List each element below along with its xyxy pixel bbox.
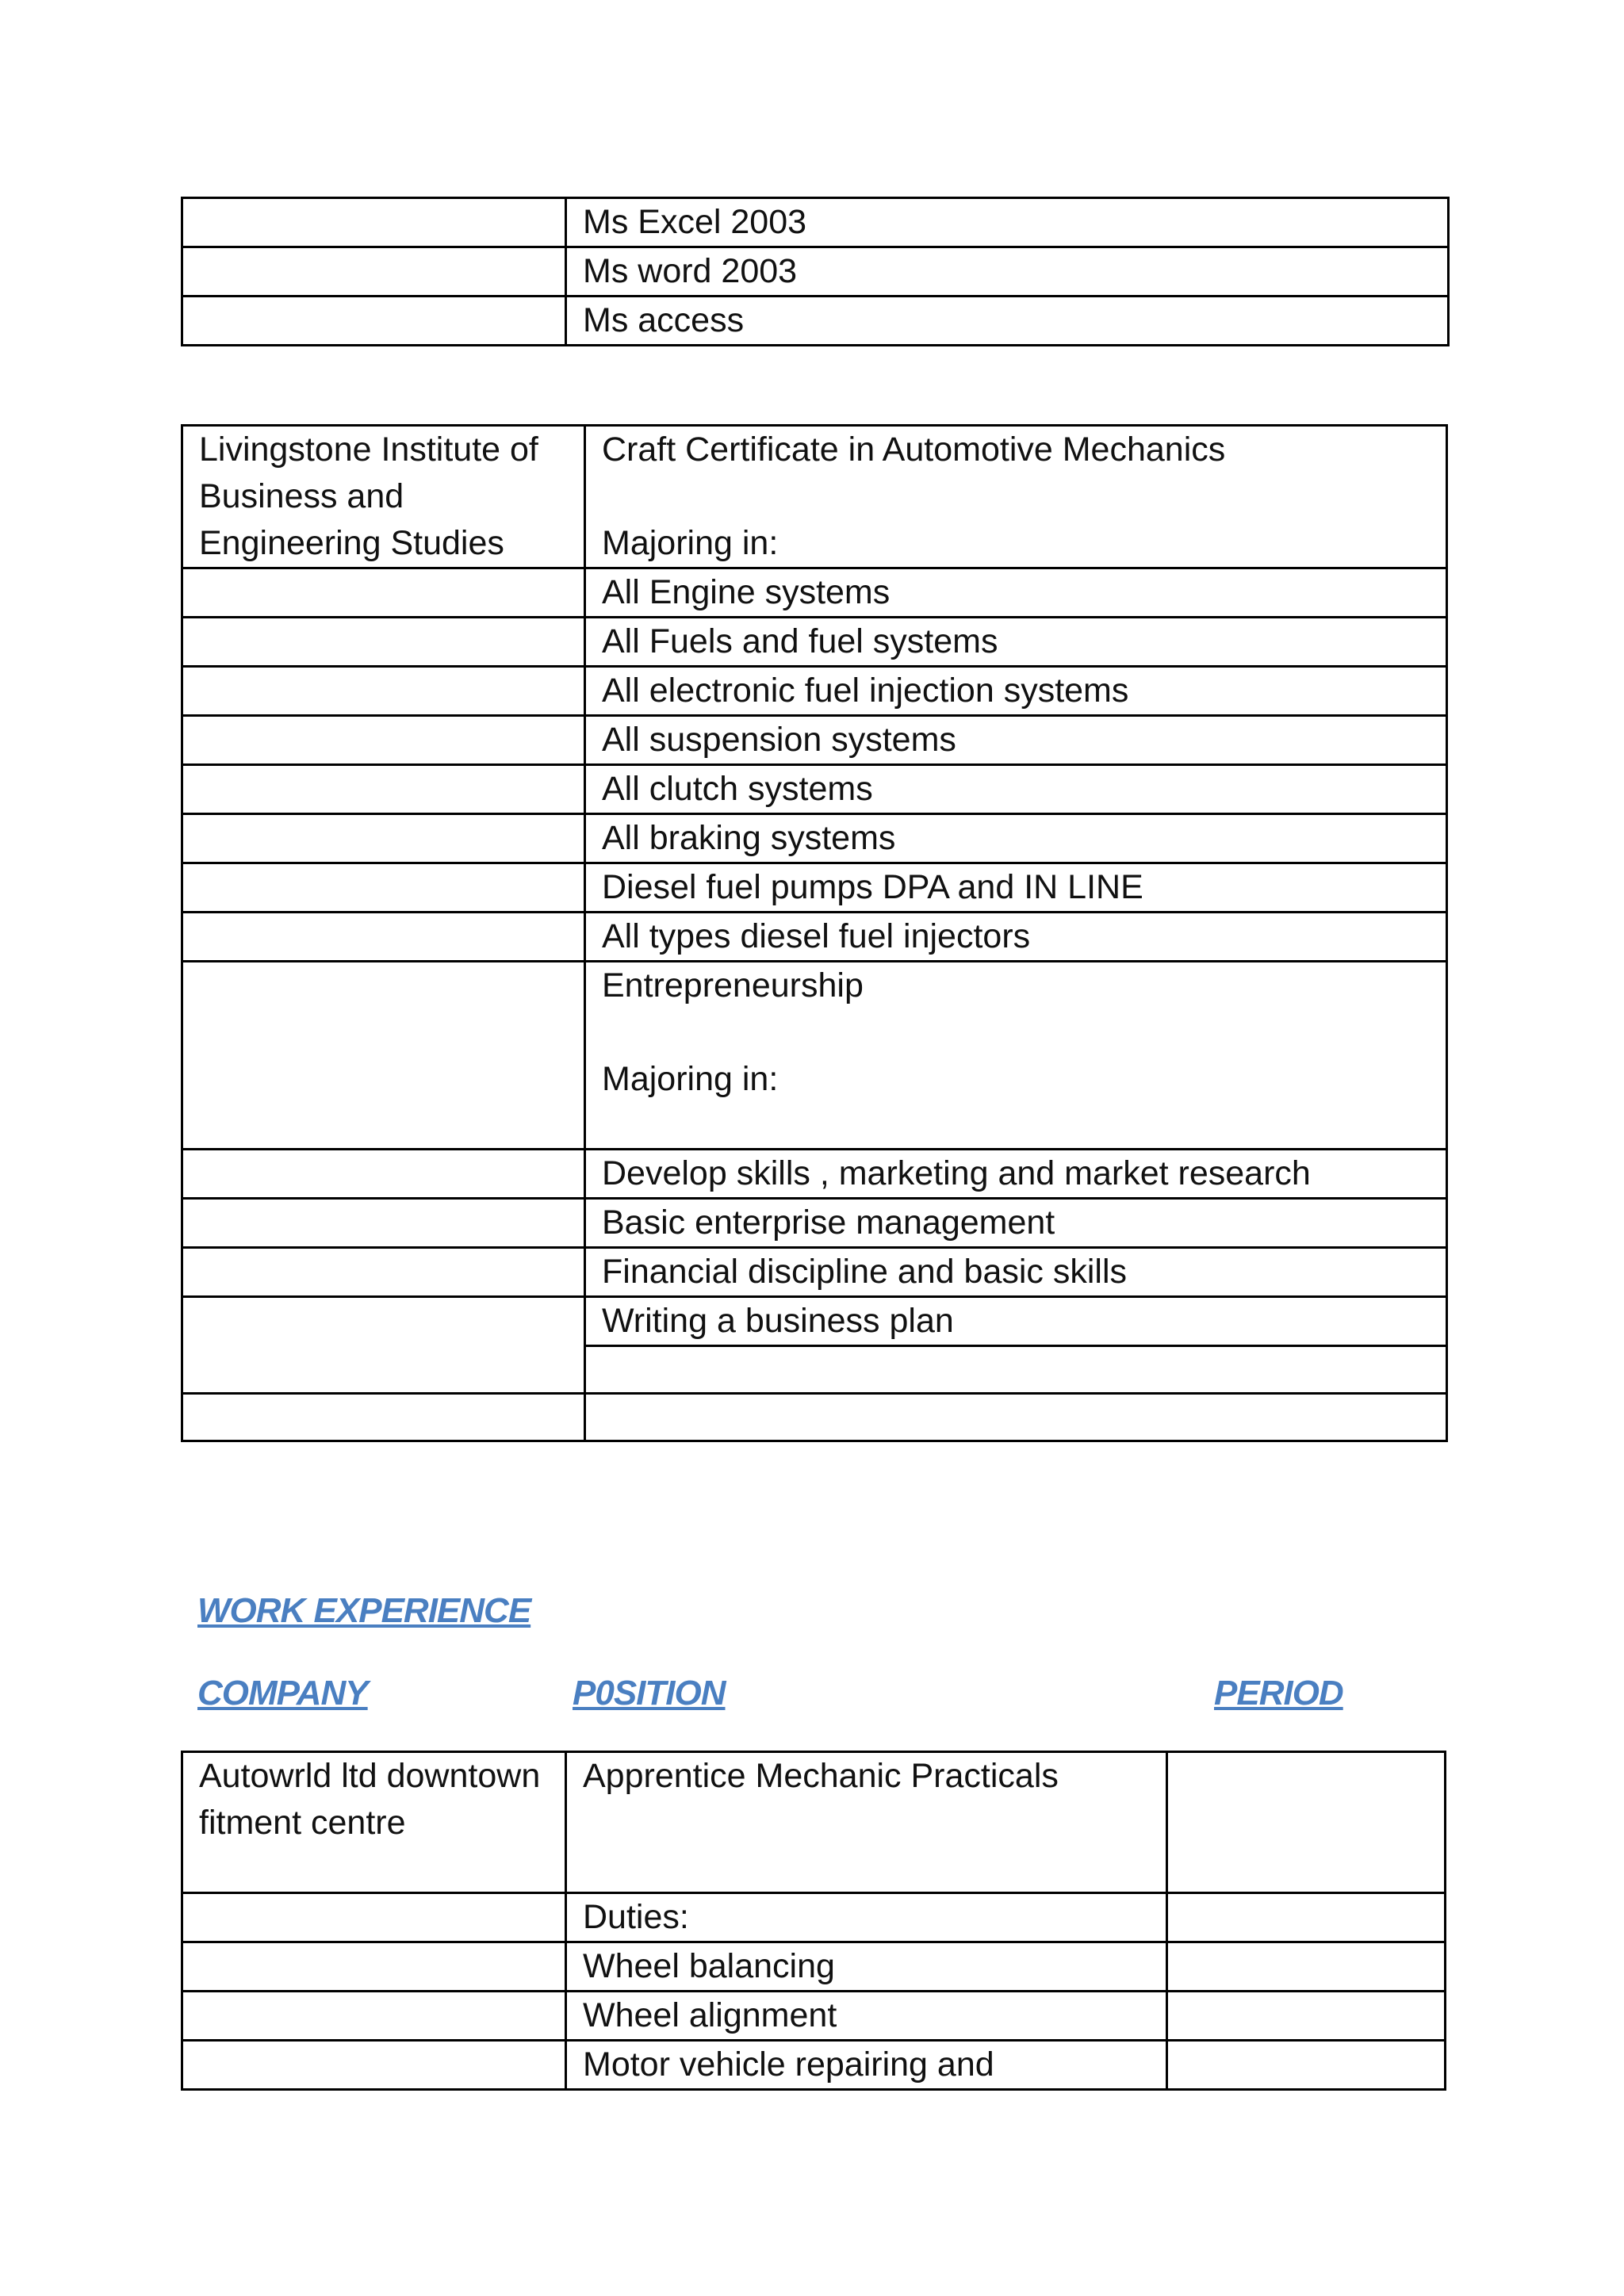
table-row	[182, 1992, 1446, 2041]
table-cell	[182, 1297, 585, 1394]
table-row	[182, 1893, 1446, 1942]
table-cell	[182, 1150, 585, 1199]
table-cell	[182, 1248, 585, 1297]
company-column-heading: COMPANY	[197, 1674, 368, 1712]
course-item: Diesel fuel pumps DPA and IN LINE	[585, 863, 1447, 913]
company-cell: Autowrld ltd downtown fitment centre	[182, 1752, 566, 1893]
course-item: Basic enterprise management	[585, 1199, 1447, 1248]
table-row	[182, 198, 1449, 247]
table-row	[182, 2041, 1446, 2090]
table-cell	[182, 962, 585, 1150]
table-cell	[182, 765, 585, 814]
table-row	[182, 426, 1447, 568]
table-cell	[182, 863, 585, 913]
period-column-heading: PERIOD	[1214, 1674, 1343, 1712]
course-item: All electronic fuel injection systems	[585, 667, 1447, 716]
table-row	[182, 765, 1447, 814]
software-skills-table	[181, 197, 1450, 346]
table-row	[182, 568, 1447, 618]
duty-item: Wheel balancing	[566, 1942, 1167, 1992]
table-cell	[1167, 2041, 1446, 2090]
position-column-heading: P0SITION	[573, 1674, 726, 1712]
table-row	[182, 1297, 1447, 1346]
table-cell	[182, 247, 566, 297]
table-row	[182, 1248, 1447, 1297]
duty-item: Motor vehicle repairing and	[566, 2041, 1167, 2090]
table-cell	[182, 568, 585, 618]
table-cell	[182, 667, 585, 716]
table-row	[182, 913, 1447, 962]
table-row	[182, 667, 1447, 716]
table-row	[182, 1942, 1446, 1992]
table-row	[182, 962, 1447, 1150]
table-row	[182, 1394, 1447, 1441]
table-cell: Ms Excel 2003	[566, 198, 1449, 247]
table-row	[182, 297, 1449, 346]
course-item: Writing a business plan	[585, 1297, 1447, 1346]
work-experience-heading: WORK EXPERIENCE	[197, 1591, 531, 1630]
table-row	[182, 1199, 1447, 1248]
table-cell	[1167, 1992, 1446, 2041]
table-cell	[182, 913, 585, 962]
table-cell	[182, 814, 585, 863]
duty-item: Duties:	[566, 1893, 1167, 1942]
duty-item: Wheel alignment	[566, 1992, 1167, 2041]
table-cell	[182, 1199, 585, 1248]
course-item: All braking systems	[585, 814, 1447, 863]
table-cell	[182, 297, 566, 346]
table-cell	[182, 1893, 566, 1942]
table-row	[182, 863, 1447, 913]
course-item: All clutch systems	[585, 765, 1447, 814]
course-item: Develop skills , marketing and market research	[585, 1150, 1447, 1199]
table-cell	[182, 1992, 566, 2041]
position-cell: Apprentice Mechanic Practicals	[566, 1752, 1167, 1893]
table-row	[182, 716, 1447, 765]
table-cell	[182, 2041, 566, 2090]
table-cell	[1167, 1942, 1446, 1992]
work-experience-table	[181, 1751, 1446, 2091]
table-row	[182, 618, 1447, 667]
institution-cell: Livingstone Institute of Business and Engineering Studies	[182, 426, 585, 568]
course-item: All suspension systems	[585, 716, 1447, 765]
table-cell	[182, 716, 585, 765]
table-row	[182, 247, 1449, 297]
education-table	[181, 424, 1448, 1442]
table-cell	[182, 618, 585, 667]
course-item: All Engine systems	[585, 568, 1447, 618]
table-cell: Ms word 2003	[566, 247, 1449, 297]
table-cell	[182, 1942, 566, 1992]
table-cell: Ms access	[566, 297, 1449, 346]
table-row	[182, 1752, 1446, 1893]
table-cell	[1167, 1893, 1446, 1942]
table-row	[182, 814, 1447, 863]
period-cell	[1167, 1752, 1446, 1893]
table-row	[182, 1150, 1447, 1199]
course-cell: Craft Certificate in Automotive Mechanics Majoring in:	[585, 426, 1447, 568]
second-course-cell: Entrepreneurship Majoring in:	[585, 962, 1447, 1150]
table-cell	[182, 198, 566, 247]
table-cell	[585, 1346, 1447, 1394]
table-cell	[182, 1394, 585, 1441]
table-cell	[585, 1394, 1447, 1441]
course-item: All types diesel fuel injectors	[585, 913, 1447, 962]
course-item: Financial discipline and basic skills	[585, 1248, 1447, 1297]
course-item: All Fuels and fuel systems	[585, 618, 1447, 667]
